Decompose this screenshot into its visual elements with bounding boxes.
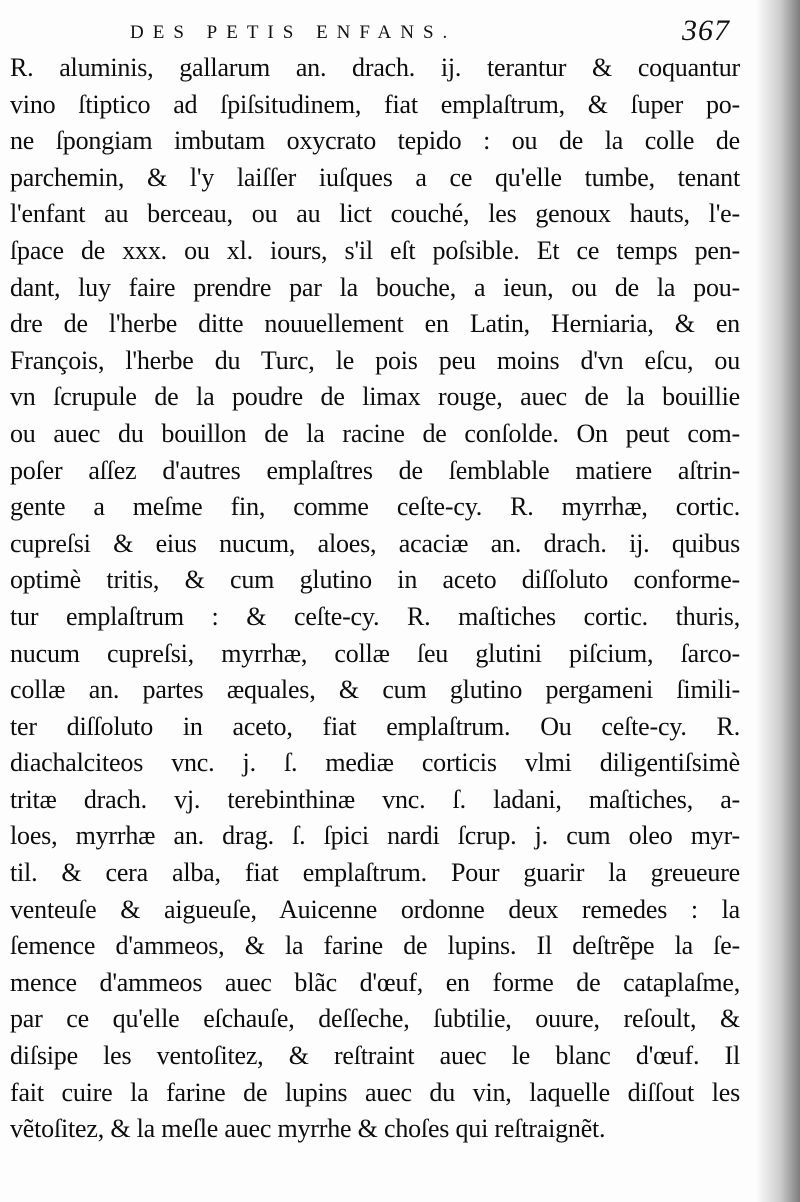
text-line: tritæ drach. vj. terebinthinæ vnc. ſ. ladani, maſtiches, a- [10, 784, 740, 814]
text-line: R. aluminis, gallarum an. drach. ij. terantur & coquantur [10, 53, 740, 82]
text-line: l'enfant au berceau, ou au lict couché, les genoux hauts, l'e- [10, 199, 740, 229]
text-line: mence d'ammeos auec blãc d'œuf, en forme de cataplaſme, [10, 967, 740, 997]
text-line: fait cuire la farine de lupins auec du vin, laquelle diſſout les [10, 1077, 740, 1107]
text-line: ou auec du bouillon de la racine de conſolde. On peut com- [10, 418, 740, 448]
page-edge-shadow [756, 0, 800, 1202]
text-line: tur emplaſtrum : & ceſte-cy. R. maſtiches cortic. thuris, [10, 601, 740, 631]
page-number: 367 [682, 14, 730, 47]
text-line: vino ſtiptico ad ſpiſsitudinem, fiat emplaſtrum, & ſuper po- [10, 89, 740, 119]
text-line: François, l'herbe du Turc, le pois peu moins d'vn eſcu, ou [10, 345, 740, 375]
text-line: dre de l'herbe ditte nouuellement en Latin, Herniaria, & en [10, 309, 740, 339]
text-line: cupreſsi & eius nucum, aloes, acaciæ an. drach. ij. quibus [10, 528, 740, 558]
text-line: poſer aſſez d'autres emplaſtres de ſemblable matiere aſtrin- [10, 455, 740, 485]
text-line: optimè tritis, & cum glutino in aceto diſſoluto conforme- [10, 565, 740, 595]
text-line: dant, luy faire prendre par la bouche, a ieun, ou de la pou- [10, 272, 740, 302]
text-line: loes, myrrhæ an. drag. ſ. ſpici nardi ſcrup. j. cum oleo myr- [10, 821, 740, 851]
text-line: par ce qu'elle eſchauſe, deſſeche, ſubtilie, ouure, reſoult, & [10, 1004, 740, 1034]
text-line: parchemin, & l'y laiſſer iuſques a ce qu'elle tumbe, tenant [10, 162, 740, 192]
body-text [10, 50, 740, 1148]
text-line: til. & cera alba, fiat emplaſtrum. Pour guarir la greueure [10, 858, 740, 888]
text-line: ter diſſoluto in aceto, fiat emplaſtrum. Ou ceſte-cy. R. [10, 711, 740, 741]
text-line: vn ſcrupule de la poudre de limax rouge, auec de la bouillie [10, 382, 740, 412]
text-line: diachalciteos vnc. j. ſ. mediæ corticis vlmi diligentiſsimè [10, 748, 740, 778]
text-line: venteuſe & aigueuſe, Auicenne ordonne deux remedes : la [10, 894, 740, 924]
text-line: nucum cupreſsi, myrrhæ, collæ ſeu glutini piſcium, ſarco- [10, 638, 740, 668]
text-line: collæ an. partes æquales, & cum glutino pergameni ſimili- [10, 675, 740, 705]
text-line: ſpace de xxx. ou xl. iours, s'il eſt poſsible. Et ce temps pen- [10, 235, 740, 265]
text-line: ſemence d'ammeos, & la farine de lupins. Il deſtrẽpe la ſe- [10, 931, 740, 961]
text-line: gente a meſme fin, comme ceſte-cy. R. myrrhæ, cortic. [10, 492, 740, 522]
running-head: DES PETIS ENFANS. [130, 22, 457, 43]
text-line: diſsipe les ventoſitez, & reſtraint auec le blanc d'œuf. Il [10, 1041, 740, 1071]
text-line: ne ſpongiam imbutam oxycrato tepido : ou de la colle de [10, 126, 740, 156]
text-line: vẽtoſitez, & la meſle auec myrrhe & choſes qui reſtraignẽt. [10, 1114, 606, 1144]
page-header [130, 16, 730, 52]
